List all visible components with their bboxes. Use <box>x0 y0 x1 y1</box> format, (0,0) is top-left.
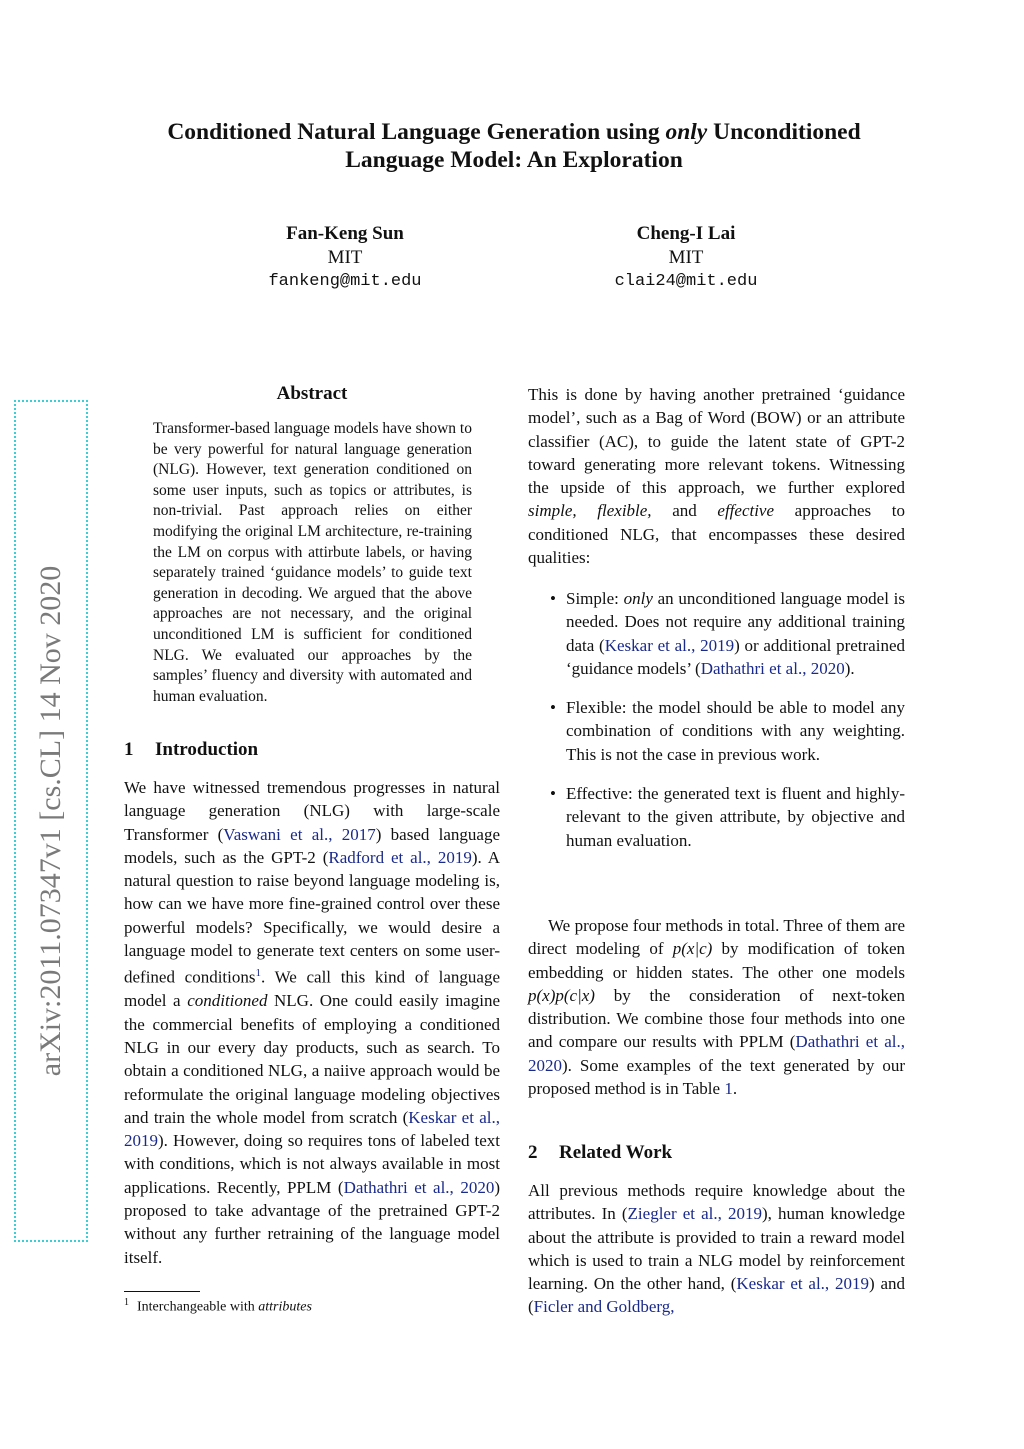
citation-link[interactable]: Keskar et al., 2019 <box>124 1107 500 1151</box>
abstract-text: Transformer-based language models have shown to be very powerful for natural language generation (NLG). However, text generation conditioned on some user inputs, such as topics or attributes, is non-trivial. Past approach relies on either modifying the original LM architecture, re-training the LM on corpus with attirbute labels, or having separately trained ‘guidance models’ to guide text generation in decoding. We argued that the above approaches are not necessary, and the original unconditioned LM is sufficient for conditioned NLG. We evaluated our approaches by the samples’ fluency and diversity with automated and human evaluation. <box>153 420 472 705</box>
qualities-list <box>528 587 905 868</box>
related-work-paragraph: All previous methods require knowledge about the attributes. In (Ziegler et al., 2019), human knowledge about the attribute is provided to train a reward model which is used to train a NLG model by reinforcement learning. On the other hand, (Keskar et al., 2019) and (Ficler and Goldberg, <box>528 1181 905 1317</box>
table-ref-link[interactable]: 1 <box>724 1079 733 1099</box>
footnote-marker[interactable]: 1 <box>255 967 261 980</box>
citation-link[interactable]: Ficler and Goldberg, <box>533 1297 675 1317</box>
citation-link[interactable]: Radford et al., 2019 <box>328 847 472 867</box>
author-block <box>245 222 445 294</box>
author-email[interactable]: fankeng@mit.edu <box>268 272 422 291</box>
section-heading: 2 Related Work <box>528 1142 673 1163</box>
author-affiliation: MIT <box>668 247 704 268</box>
arxiv-sidebar <box>14 400 88 1242</box>
citation-link[interactable]: Keskar et al., 2019 <box>604 635 735 655</box>
arxiv-id: arXiv:2011.07347v1 [cs.CL] 14 Nov 2020 <box>34 565 67 1077</box>
citation-link[interactable]: Keskar et al., 2019 <box>736 1274 869 1294</box>
citation-link[interactable]: Dathathri et al., 2020 <box>343 1177 495 1197</box>
paper-title: Conditioned Natural Language Generation using only Unconditioned Language Model: An Exploration <box>167 119 861 173</box>
footnote-rule <box>124 1291 200 1292</box>
author-block <box>586 222 786 294</box>
abstract-heading: Abstract <box>276 383 348 404</box>
citation-link[interactable]: Vaswani et al., 2017 <box>223 824 376 844</box>
citation-link[interactable]: Ziegler et al., 2019 <box>627 1204 762 1224</box>
citation-link[interactable]: Dathathri et al., 2020 <box>528 1032 905 1075</box>
author-affiliation: MIT <box>327 247 363 268</box>
list-item: • Effective: the generated text is fluent and highly-relevant to the given attribute, by objective and human evaluation. <box>550 784 905 850</box>
author-name: Fan-Keng Sun <box>286 223 404 244</box>
author-name: Cheng-I Lai <box>636 223 736 244</box>
introduction-paragraph: We have witnessed tremendous progresses in natural language generation (NLG) with large-scale Transformer (Vaswani et al., 2017) based language models, such as the GPT-2 (Radford et al., 2019). A natural question to raise beyond language modeling is, how can we have more fine-grained control over these powerful models? Specifically, we would desire a language model to generate text centers on some user-defined conditions$^1$. We call this kind of language model a conditioned NLG. One could easily imagine the commercial benefits of employing a conditioned NLG in our every day products, such as search. To obtain a conditioned NLG, a naiive approach would be reformulate the original language modeling objectives and train the whole model from scratch (Keskar et al., 2019). However, doing so requires tons of labeled text with conditions, which is not always available in most applications. Recently, PPLM (Dathathri et al., 2020) proposed to take advantage of the pretrained GPT-2 without any further retraining of the language model itself. <box>124 778 501 1267</box>
author-email[interactable]: clai24@mit.edu <box>614 272 758 291</box>
list-item: • Simple: only an unconditioned language model is needed. Does not require any additional training data (Keskar et al., 2019) or additional pretrained ‘guidance models’ (Dathathri et al., 2020). <box>550 589 905 678</box>
list-item: • Flexible: the model should be able to model any combination of conditions with any weighting. This is not the case in previous work. <box>550 698 905 764</box>
citation-link[interactable]: Dathathri et al., 2020 <box>700 658 845 678</box>
section-heading: 1 Introduction <box>124 739 259 760</box>
methods-paragraph: We propose four methods in total. Three of them are direct modeling of p(x|c) by modification of token embedding or hidden states. The other one models p(x)p(c|x) by the consideration of next-token distribution. We combine those four methods into one and compare our results with PPLM (Dathathri et al., 2020). Some examples of the text generated by our proposed method is in Table 1. <box>528 916 905 1099</box>
right-intro-paragraph: This is done by having another pretrained ‘guidance model’, such as a Bag of Word (BOW) or an attribute classifier (AC), to guide the latent state of GPT-2 toward generating more relevant tokens. Witnessing the upside of this approach, we further explored simple, flexible, and effective approaches to conditioned NLG, that encompasses these desired qualities: <box>528 385 906 568</box>
footnote: $^1$ Interchangeable with attributes <box>124 1297 312 1315</box>
